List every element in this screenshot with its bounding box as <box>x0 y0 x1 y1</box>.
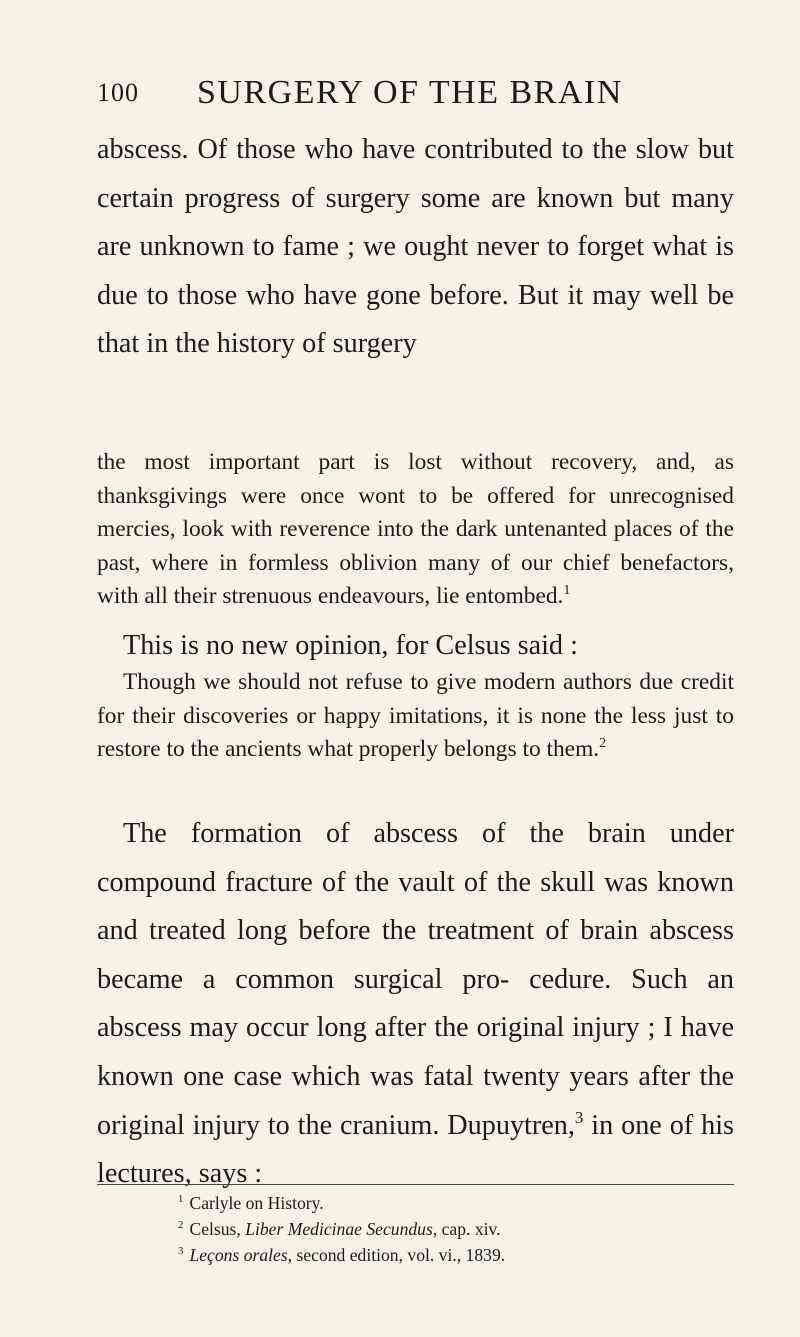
footnote-book-title: Leçons orales <box>189 1245 288 1265</box>
quoted-passage-celsus <box>97 666 734 767</box>
page-number: 100 <box>97 78 139 107</box>
paragraph-abscess-formation-text: The formation of abscess of the brain under compound fracture of the vault of the skull was known and treated long before the treatment of brain abscess became a common surgical pro- cedure. Such an abscess may occur long after the original injury ; I have known one case which was fatal twenty years after the original injury to the cranium. Dupuytren, <box>97 818 734 1141</box>
footnote-suffix: , second edition, vol. vi., 1839. <box>287 1245 506 1265</box>
footnote-divider <box>97 1184 734 1185</box>
quoted-passage-carlyle <box>97 446 734 614</box>
footnote-2 <box>178 1216 738 1242</box>
footnote-suffix: , cap. xiv. <box>432 1219 501 1239</box>
footnotes <box>178 1190 738 1268</box>
running-header <box>97 68 740 118</box>
running-title: SURGERY OF THE BRAIN <box>197 74 623 111</box>
paragraph-abscess: abscess. Of those who have contributed to the slow but certain progress of surgery some are known but many are unknown to fame ; we ought never to forget what is due to those who have gone before. But it may well be that in the history of surgery <box>97 134 734 360</box>
quoted-passage-carlyle-text: the most important part is lost without recovery, and, as thanksgivings were once wont to be offered for unrecognised mercies, look with reverence into the dark untenanted places of the past, where in formless oblivion many of our chief benefactors, with all their strenuous endeavours, lie entombed. <box>97 449 734 610</box>
footnote-text: Carlyle on History. <box>189 1193 324 1213</box>
footnote-ref-1: 1 <box>563 582 571 599</box>
footnote-marker: 1 <box>178 1193 184 1206</box>
footnote-book-title: Liber Medicinae Secundus <box>245 1219 433 1239</box>
footnote-prefix: Celsus, <box>189 1219 246 1239</box>
paragraph-abscess-formation-end: in one of his lectures, says : <box>97 1109 734 1190</box>
footnote-ref-2: 2 <box>599 735 607 752</box>
footnote-marker: 3 <box>178 1245 184 1258</box>
footnote-marker: 2 <box>178 1219 184 1232</box>
footnote-1 <box>178 1190 738 1216</box>
quoted-passage-celsus-text: Though we should not refuse to give modern authors due credit for their discoveries or happy imitations, it is none the less just to restore to the ancients what properly belongs to them. <box>97 669 734 763</box>
footnote-3 <box>178 1242 738 1268</box>
paragraph-celsus-intro: This is no new opinion, for Celsus said : <box>123 630 578 661</box>
footnote-ref-3: 3 <box>574 1107 584 1127</box>
paragraph-abscess-formation <box>97 810 734 1199</box>
